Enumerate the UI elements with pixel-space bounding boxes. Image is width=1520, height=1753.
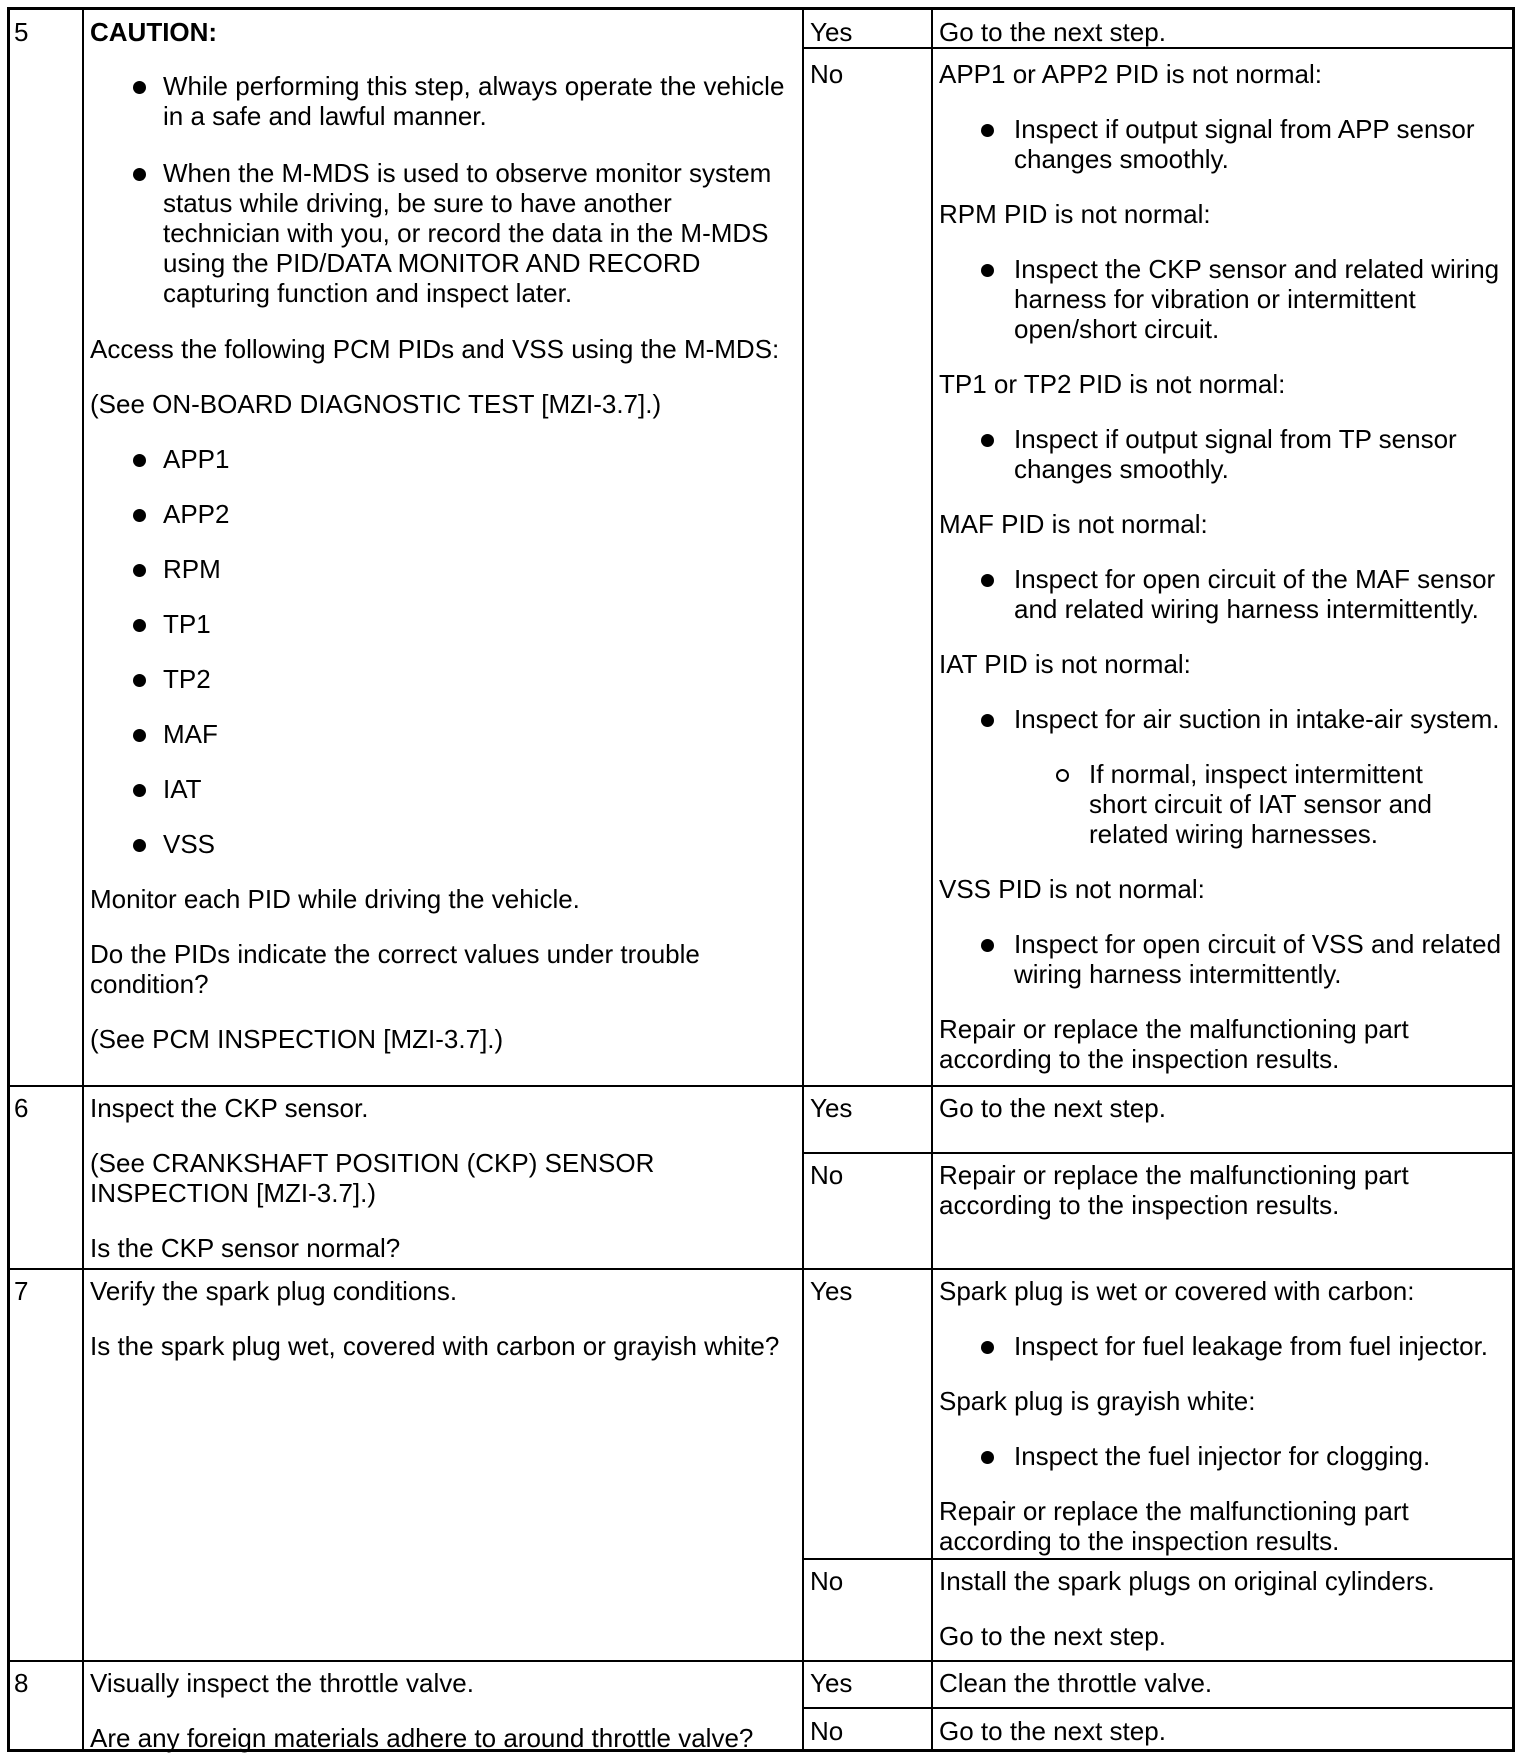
reference-link[interactable]: (See PCM INSPECTION [MZI-3.7].): [90, 1024, 504, 1054]
pid-item: TP1: [163, 609, 211, 639]
condition-heading: VSS PID is not normal:: [939, 874, 1205, 904]
monitor-instruction: Monitor each PID while driving the vehicle.: [90, 884, 580, 914]
condition-heading: Spark plug is wet or covered with carbon:: [939, 1276, 1415, 1306]
row-divider: [802, 47, 1512, 49]
step-action: Verify the spark plug conditions.: [90, 1276, 458, 1306]
pid-item: APP2: [163, 499, 230, 529]
bullet-icon: [981, 1451, 994, 1464]
repair-action: Repair or replace the malfunctioning part according to the inspection results.: [939, 1496, 1409, 1556]
yes-label: Yes: [810, 1668, 853, 1698]
no-label: No: [810, 1566, 844, 1596]
action-item: Inspect for air suction in intake-air system.: [1014, 704, 1500, 734]
column-divider: [82, 10, 84, 1749]
bullet-icon: [981, 264, 994, 277]
column-divider: [931, 10, 933, 1749]
reference-link[interactable]: (See ON-BOARD DIAGNOSTIC TEST [MZI-3.7].): [90, 389, 662, 419]
row-divider: [10, 1660, 1512, 1662]
no-action: Repair or replace the malfunctioning part according to the inspection results.: [939, 1160, 1409, 1220]
yes-action: Clean the throttle valve.: [939, 1668, 1213, 1698]
diagnostic-procedure-table: [7, 7, 1515, 1752]
action-item: Inspect for open circuit of VSS and related wiring harness intermittently.: [1014, 929, 1502, 989]
condition-heading: IAT PID is not normal:: [939, 649, 1191, 679]
row-divider: [802, 1152, 1512, 1154]
caution-heading: CAUTION:: [90, 17, 218, 47]
bullet-icon: [133, 454, 146, 467]
bullet-icon: [133, 564, 146, 577]
no-action: Go to the next step.: [939, 1716, 1166, 1746]
bullet-icon: [133, 839, 146, 852]
action-item: Inspect if output signal from TP sensor changes smoothly.: [1014, 424, 1457, 484]
no-label: No: [810, 59, 844, 89]
yes-label: Yes: [810, 1093, 853, 1123]
yes-action: Go to the next step.: [939, 17, 1166, 47]
bullet-icon: [133, 509, 146, 522]
caution-item: When the M-MDS is used to observe monitor system status while driving, be sure to have another technician with you, or record the data in the M-MDS using the PID/DATA MONITOR AND RECORD capturing function and inspect later.: [163, 158, 772, 308]
step-number: 7: [14, 1276, 29, 1306]
bullet-icon: [981, 939, 994, 952]
condition-heading: RPM PID is not normal:: [939, 199, 1211, 229]
pid-item: MAF: [163, 719, 218, 749]
column-divider: [802, 10, 804, 1749]
bullet-icon: [981, 124, 994, 137]
pid-item: APP1: [163, 444, 230, 474]
no-label: No: [810, 1160, 844, 1190]
access-instruction: Access the following PCM PIDs and VSS using the M-MDS:: [90, 334, 780, 364]
pid-item: RPM: [163, 554, 221, 584]
yes-label: Yes: [810, 1276, 853, 1306]
no-label: No: [810, 1716, 844, 1746]
action-item: Inspect if output signal from APP sensor changes smoothly.: [1014, 114, 1475, 174]
action-item: Inspect the CKP sensor and related wiring harness for vibration or intermittent open/short circuit.: [1014, 254, 1500, 344]
bullet-icon: [981, 574, 994, 587]
step-number: 6: [14, 1093, 29, 1123]
pid-item: TP2: [163, 664, 211, 694]
row-divider: [802, 1558, 1512, 1560]
action-item: Inspect the fuel injector for clogging.: [1014, 1441, 1431, 1471]
step-question: Is the spark plug wet, covered with carbon or grayish white?: [90, 1331, 780, 1361]
condition-heading: APP1 or APP2 PID is not normal:: [939, 59, 1322, 89]
row-divider: [10, 1085, 1512, 1087]
bullet-icon: [133, 674, 146, 687]
step-action: Inspect the CKP sensor.: [90, 1093, 369, 1123]
step-number: 5: [14, 17, 29, 47]
reference-link[interactable]: (See CRANKSHAFT POSITION (CKP) SENSOR INSPECTION [MZI-3.7].): [90, 1148, 655, 1208]
bullet-icon: [133, 784, 146, 797]
no-action: Go to the next step.: [939, 1621, 1166, 1651]
bullet-icon: [133, 81, 146, 94]
no-action: Install the spark plugs on original cylinders.: [939, 1566, 1435, 1596]
step-question: Is the CKP sensor normal?: [90, 1233, 401, 1263]
condition-heading: TP1 or TP2 PID is not normal:: [939, 369, 1286, 399]
condition-heading: Spark plug is grayish white:: [939, 1386, 1256, 1416]
step-question: Are any foreign materials adhere to around throttle valve?: [90, 1723, 754, 1753]
step-question: Do the PIDs indicate the correct values under trouble condition?: [90, 939, 700, 999]
row-divider: [10, 1268, 1512, 1270]
bullet-icon: [981, 434, 994, 447]
bullet-icon: [981, 714, 994, 727]
action-item: Inspect for open circuit of the MAF sensor and related wiring harness intermittently.: [1014, 564, 1496, 624]
bullet-icon: [133, 168, 146, 181]
row-divider: [802, 1707, 1512, 1709]
bullet-icon: [133, 619, 146, 632]
action-item: Inspect for fuel leakage from fuel injector.: [1014, 1331, 1489, 1361]
repair-action: Repair or replace the malfunctioning part according to the inspection results.: [939, 1014, 1409, 1074]
action-subitem: If normal, inspect intermittent short circuit of IAT sensor and related wiring harnesses.: [1089, 759, 1432, 849]
condition-heading: MAF PID is not normal:: [939, 509, 1208, 539]
yes-label: Yes: [810, 17, 853, 47]
step-action: Visually inspect the throttle valve.: [90, 1668, 474, 1698]
bullet-icon: [133, 729, 146, 742]
pid-item: IAT: [163, 774, 202, 804]
caution-item: While performing this step, always operate the vehicle in a safe and lawful manner.: [163, 71, 785, 131]
bullet-icon: [981, 1341, 994, 1354]
step-number: 8: [14, 1668, 29, 1698]
sub-bullet-icon: [1056, 769, 1069, 782]
yes-action: Go to the next step.: [939, 1093, 1166, 1123]
pid-item: VSS: [163, 829, 216, 859]
